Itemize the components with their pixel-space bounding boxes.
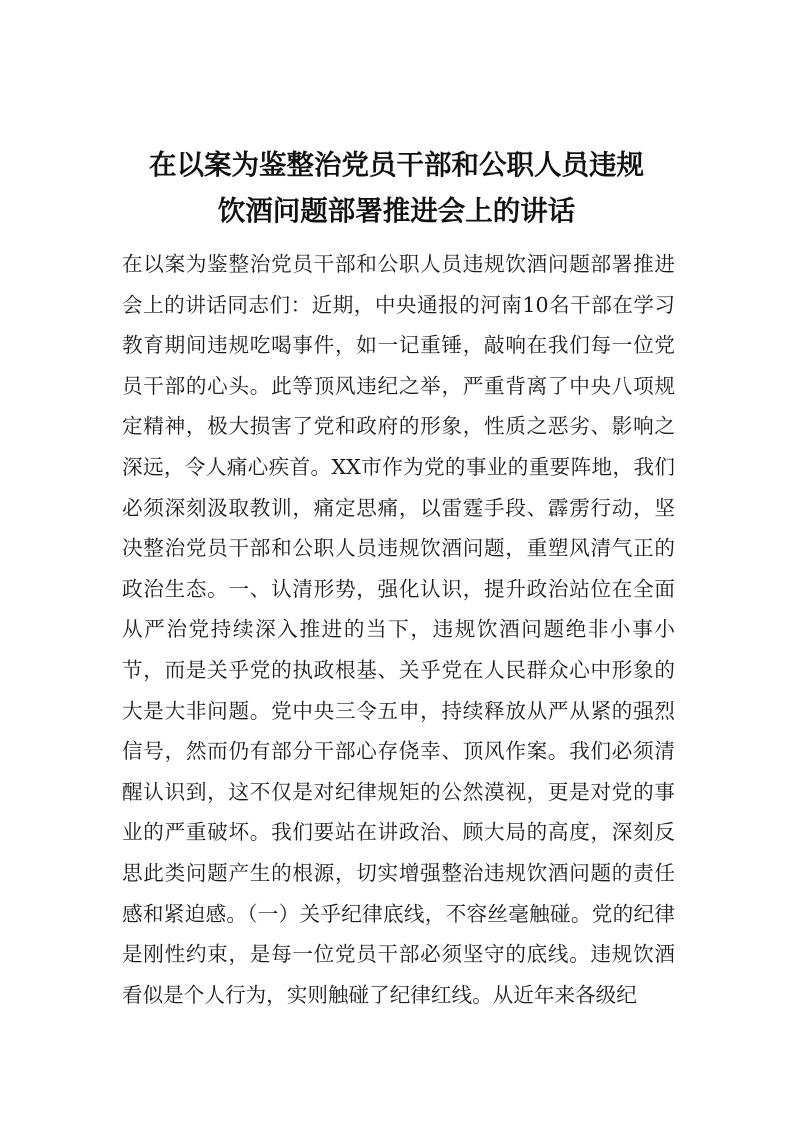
- title-line-2: 饮酒问题部署推进会上的讲话: [217, 195, 576, 228]
- title-line-1: 在以案为鉴整治党员干部和公职人员违规: [149, 149, 644, 182]
- document-title: [100, 142, 693, 234]
- body-paragraph: 在以案为鉴整治党员干部和公职人员违规饮酒问题部署推进会上的讲话同志们：近期，中央通报的河南10名干部在学习教育期间违规吃喝事件，如一记重锤，敲响在我们每一位党员干部的心头。此等顶风违纪之举，严重背离了中央八项规定精神，极大损害了党和政府的形象，性质之恶劣、影响之深远，令人痛心疾首。XX市作为党的事业的重要阵地，我们必须深刻汲取教训，痛定思痛，以雷霆手段、霹雳行动，坚决整治党员干部和公职人员违规饮酒问题，重塑风清气正的政治生态。一、认清形势，强化认识，提升政治站位在全面从严治党持续深入推进的当下，违规饮酒问题绝非小事小节，而是关乎党的执政根基、关乎党在人民群众心中形象的大是大非问题。党中央三令五申，持续释放从严从紧的强烈信号，然而仍有部分干部心存侥幸、顶风作案。我们必须清醒认识到，这不仅是对纪律规矩的公然漠视，更是对党的事业的严重破坏。我们要站在讲政治、顾大局的高度，深刻反思此类问题产生的根源，切实增强整治违规饮酒问题的责任感和紧迫感。（一）关乎纪律底线，不容丝毫触碰。党的纪律是刚性约束，是每一位党员干部必须坚守的底线。违规饮酒看似是个人行为，实则触碰了纪律红线。从近年来各级纪: [122, 252, 675, 1007]
